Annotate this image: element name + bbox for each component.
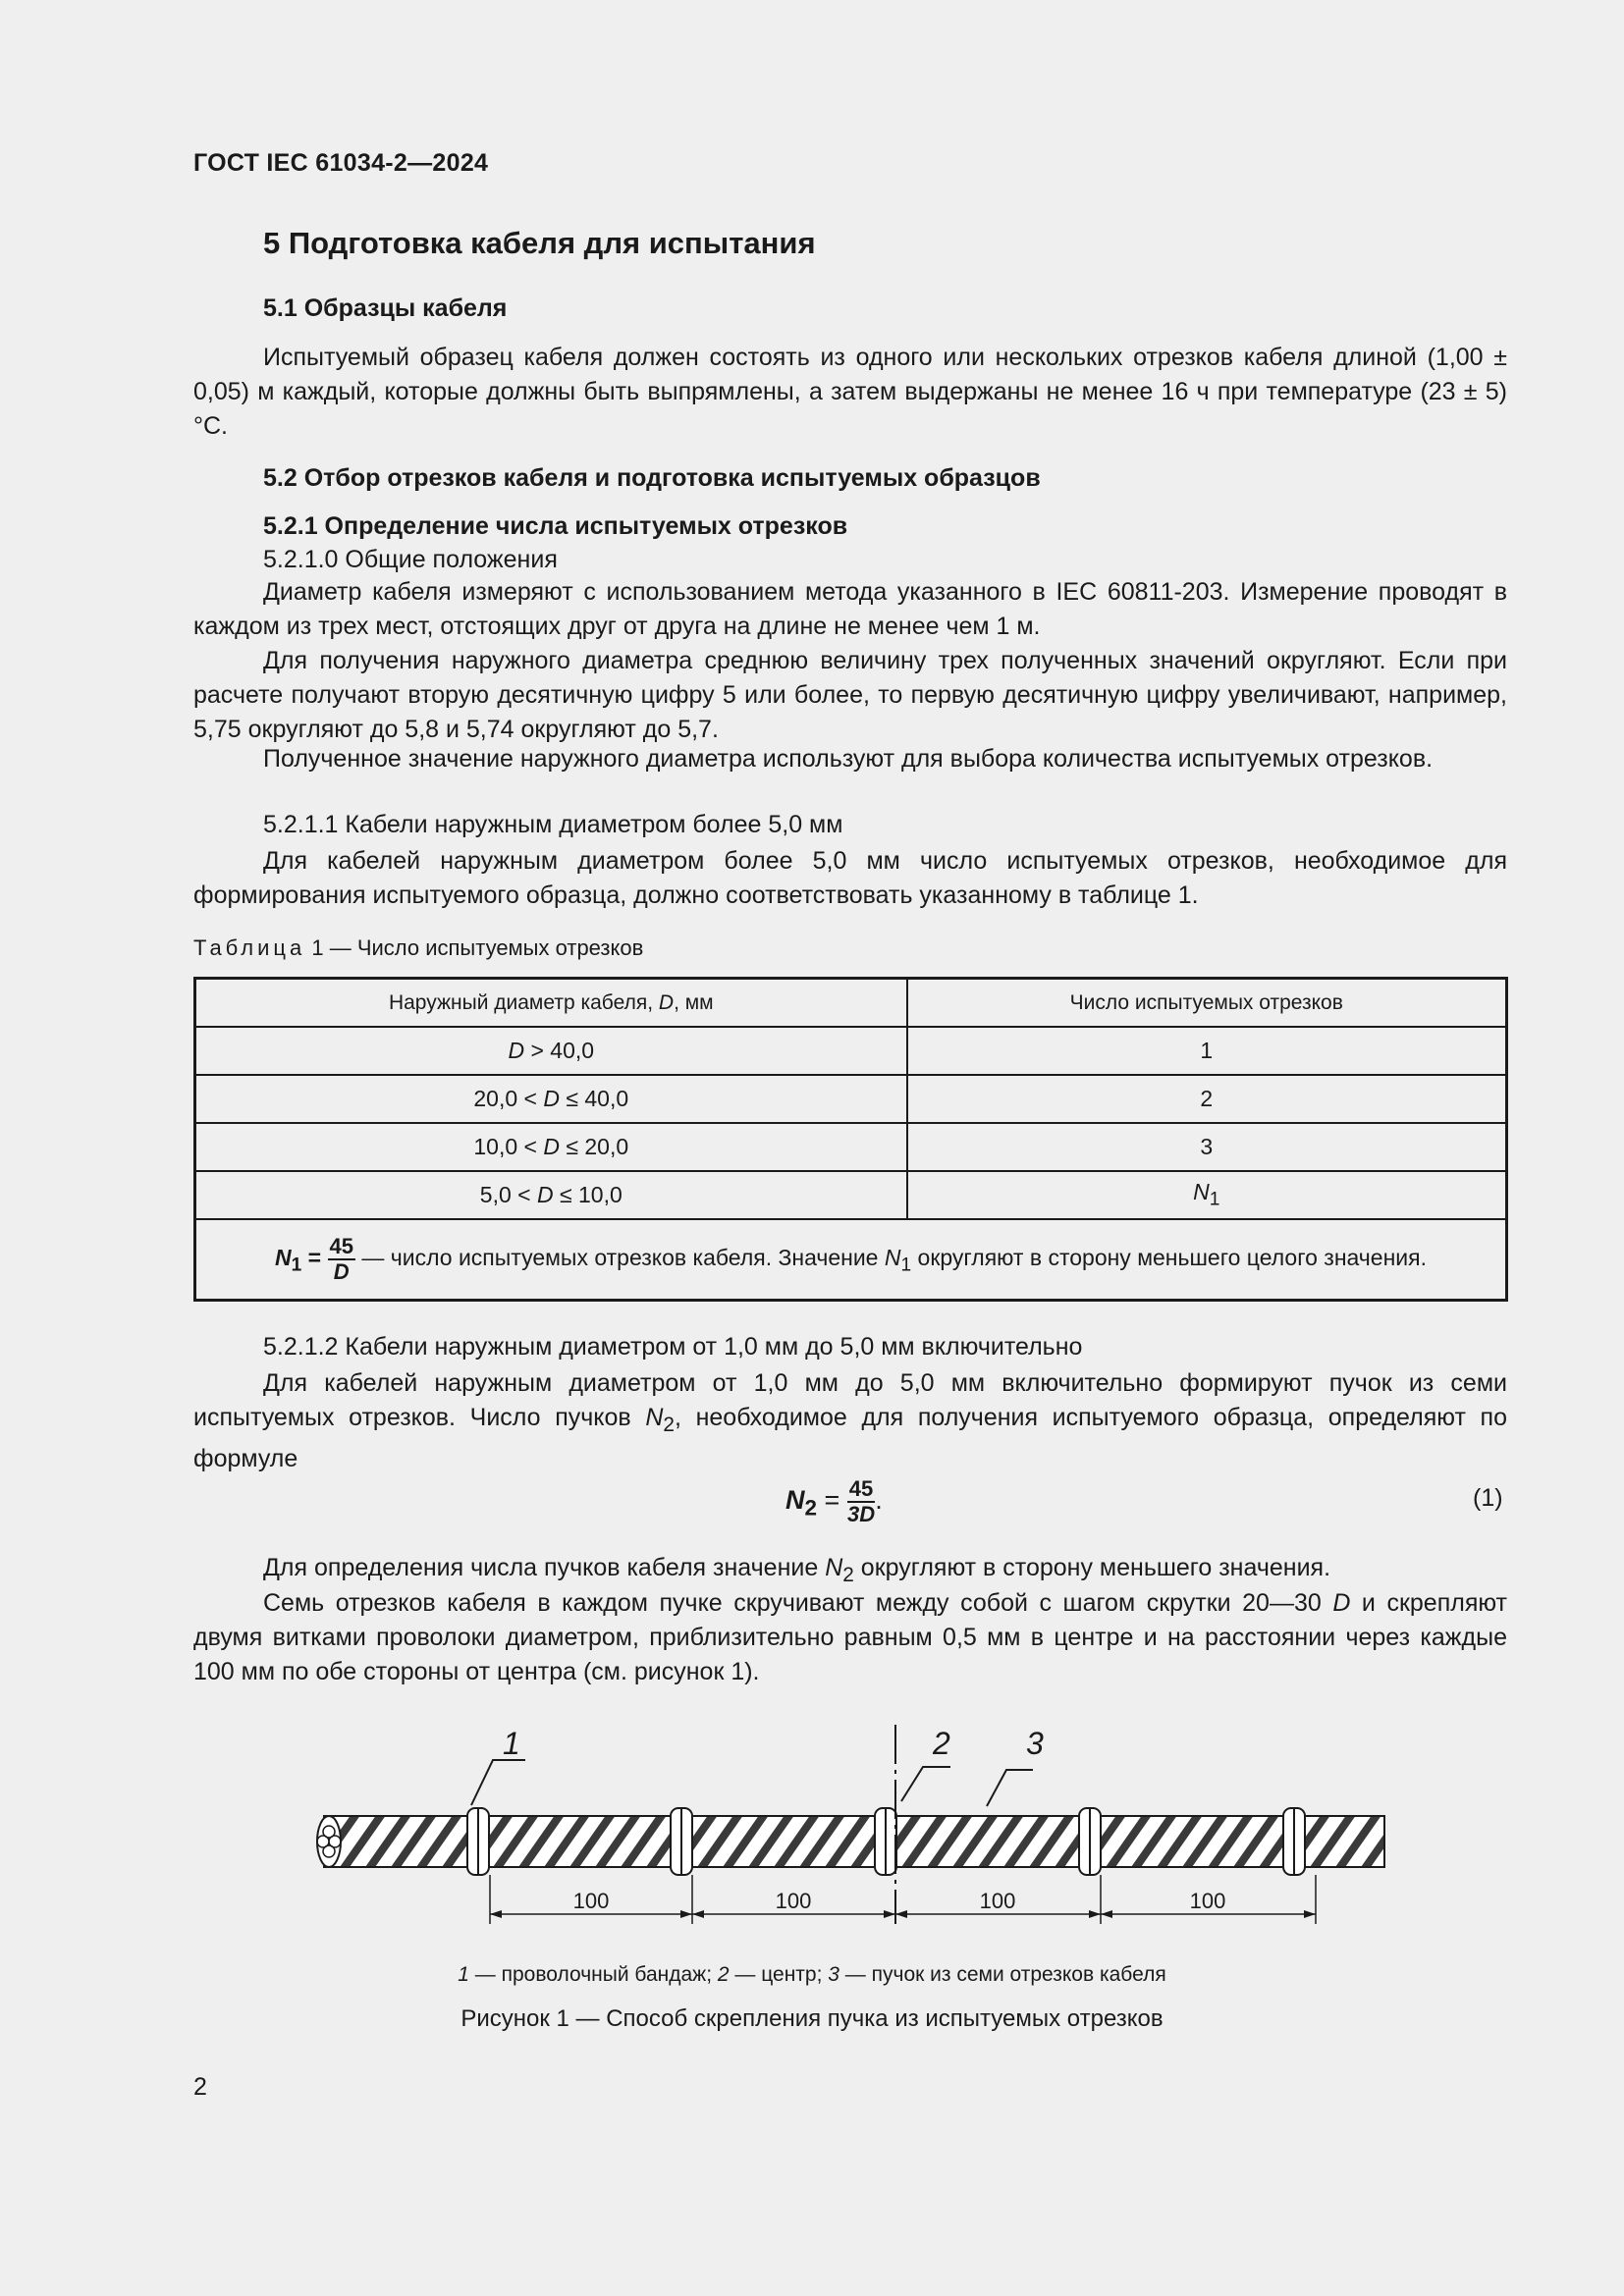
subsection-5-1-title: 5.1 Образцы кабеля: [263, 294, 508, 322]
subsection-5-2-1-title: 5.2.1 Определение числа испытуемых отрезков: [263, 512, 848, 540]
page-number: 2: [193, 2073, 207, 2101]
paragraph-measure: Диаметр кабеля измеряют с использованием метода указанного в IEC 60811-203. Измерение проводят в каждом из трех мест, отстоящих друг от друга на длине не менее чем 1 м.: [193, 578, 1507, 640]
document-code: ГОСТ IEC 61034-2—2024: [193, 149, 489, 177]
figure-1-drawing: [295, 1713, 1414, 1929]
table-cell-count: 2: [907, 1075, 1507, 1123]
figure-label-2: 2: [933, 1726, 950, 1761]
figure-caption: Рисунок 1 — Способ скрепления пучка из испытуемых отрезков: [460, 2005, 1164, 2032]
dimension-label: 100: [979, 1889, 1016, 1913]
wire-bandage: [1283, 1808, 1305, 1875]
equation-number: (1): [1473, 1484, 1503, 1512]
figure-label-3: 3: [1026, 1726, 1044, 1761]
leader-2: [901, 1767, 950, 1801]
wire-bandage: [875, 1808, 896, 1875]
leader-1: [471, 1760, 525, 1805]
formula-fraction: $\frac{45}{3D}$: [846, 1476, 876, 1526]
table-row: [195, 1171, 1507, 1219]
dimension-label: 100: [1189, 1889, 1226, 1913]
formula-1: $N_2$ = $\frac{45}{3D}$ .: [785, 1476, 883, 1526]
section-title: 5 Подготовка кабеля для испытания: [263, 226, 816, 260]
paragraph-5-1: Испытуемый образец кабеля должен состоять из одного или нескольких отрезков кабеля длиной (1,00 ± 0,05) м каждый, которые должны быть выпрямлены, а затем выдержаны не менее 16 ч при температуре (23 ± 5) °С.: [193, 344, 1507, 440]
table-cell-diameter: 10,0 < D ≤ 20,0: [195, 1123, 907, 1171]
table-cell-diameter: 5,0 < D ≤ 10,0: [195, 1171, 907, 1219]
subsection-5-2-title: 5.2 Отбор отрезков кабеля и подготовка испытуемых образцов: [263, 464, 1041, 492]
table-1: [193, 977, 1508, 1302]
paragraph-twisting: Семь отрезков кабеля в каждом пучке скручивают между собой с шагом скрутки 20—30 D и скрепляют двумя витками проволоки диаметром, приблизительно равным 0,5 мм в центре и на расстоянии через каждые 100 мм по обе стороны от центра (см. рисунок 1).: [193, 1589, 1508, 1685]
paragraph-5-2-1-1: Для кабелей наружным диаметром более 5,0 мм число испытуемых отрезков, необходимое для формирования испытуемого образца, должно соответствовать указанному в таблице 1.: [193, 847, 1507, 909]
table-note-row: [195, 1219, 1507, 1301]
paragraph-rounding-bundles: Для определения числа пучков кабеля значение $N_2$ округляют в сторону меньшего значения.: [263, 1554, 1331, 1586]
table-header-diameter: Наружный диаметр кабеля, D, мм: [195, 979, 907, 1028]
table-row: [195, 1123, 1507, 1171]
subsection-5-2-1-2-title: 5.2.1.2 Кабели наружным диаметром от 1,0 мм до 5,0 мм включительно: [263, 1333, 1083, 1361]
figure-legend: 1 — проволочный бандаж; 2 — центр; 3 — пучок из семи отрезков кабеля: [458, 1963, 1166, 1986]
table-cell-diameter: D > 40,0: [195, 1027, 907, 1075]
leader-3: [987, 1770, 1033, 1806]
table-title: Таблица 1 — Число испытуемых отрезков: [193, 935, 644, 960]
table-cell-count: $N_1$: [907, 1171, 1507, 1219]
table-note: $N_1$ = $\frac{45}{D}$ — число испытуемых отрезков кабеля. Значение $N_1$ округляют в сторону меньшего целого значения.: [195, 1219, 1507, 1301]
wire-bandage: [467, 1808, 489, 1875]
table-cell-count: 1: [907, 1027, 1507, 1075]
dimension-label: 100: [775, 1889, 812, 1913]
table-cell-diameter: 20,0 < D ≤ 40,0: [195, 1075, 907, 1123]
table-row: [195, 1027, 1507, 1075]
table-header-count: Число испытуемых отрезков: [907, 979, 1507, 1028]
subsection-5-2-1-0-title: 5.2.1.0 Общие положения: [263, 546, 558, 573]
table-row: [195, 1075, 1507, 1123]
subsection-5-2-1-1-title: 5.2.1.1 Кабели наружным диаметром более 5,0 мм: [263, 811, 843, 838]
paragraph-rounding: Для получения наружного диаметра среднюю величину трех полученных значений округляют. Если при расчете получают вторую десятичную цифру 5 или более, то первую десятичную цифру увеличивают, например, 5,75 округляют до 5,8 и 5,74 округляют до 5,7.: [193, 647, 1507, 743]
paragraph-5-2-1-2: Для кабелей наружным диаметром от 1,0 мм до 5,0 мм включительно формируют пучок из семи испытуемых отрезков. Число пучков $N_2$, необходимое для получения испытуемого образца, определяют по формуле: [193, 1369, 1507, 1472]
wire-bandage: [671, 1808, 692, 1875]
note-fraction: $\frac{45}{D}$: [329, 1234, 353, 1284]
dimension-label: 100: [572, 1889, 610, 1913]
paragraph-usage: Полученное значение наружного диаметра используют для выбора количества испытуемых отрезков.: [263, 745, 1434, 773]
wire-bandage: [1079, 1808, 1101, 1875]
table-cell-count: 3: [907, 1123, 1507, 1171]
table-header-row: [195, 979, 1507, 1028]
figure-label-1: 1: [503, 1726, 520, 1761]
